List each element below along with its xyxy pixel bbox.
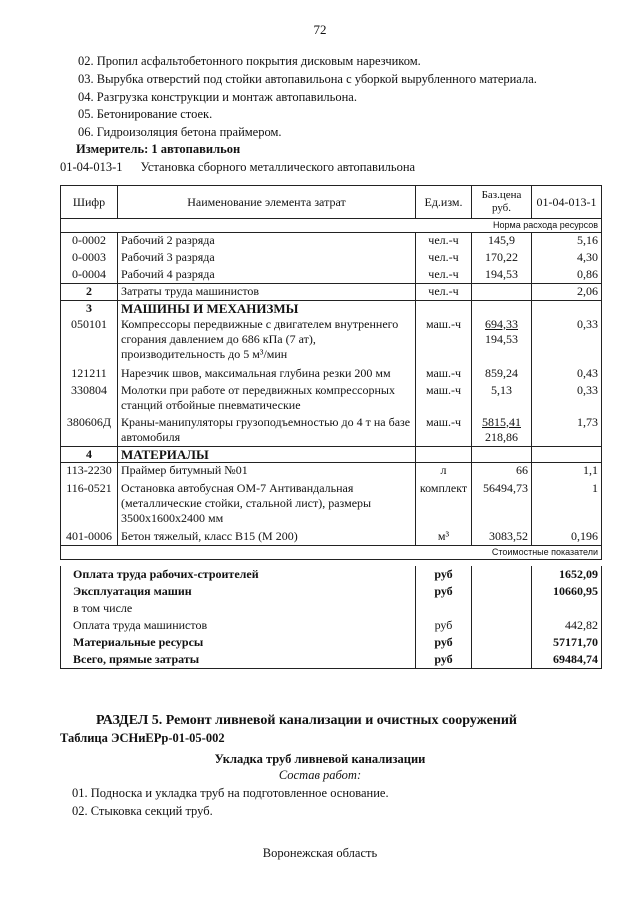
table-row: 0-0004 Рабочий 4 разряда чел.-ч 194,53 0,86 bbox=[61, 267, 602, 284]
operation-line: 01. Подноска и укладка труб на подготовленное основание. bbox=[72, 786, 389, 800]
total-row: Всего, прямые затраты руб 69484,74 bbox=[61, 651, 602, 669]
header-price: Баз.цена руб. bbox=[472, 186, 532, 219]
total-row: Оплата труда рабочих-строителей руб 1652,09 bbox=[61, 566, 602, 583]
item-code: 01-04-013-1 bbox=[60, 160, 123, 174]
cost-caption: Стоимостные показатели bbox=[61, 546, 602, 560]
table-section-row: 4 МАТЕРИАЛЫ bbox=[61, 447, 602, 463]
total-row: Материальные ресурсы руб 57171,70 bbox=[61, 634, 602, 651]
header-norm: 01-04-013-1 bbox=[532, 186, 602, 219]
norm-caption: Норма расхода ресурсов bbox=[61, 219, 602, 233]
table-row: 050101 Компрессоры передвижные с двигателем внутреннего сгорания давлением до 686 кПа (7 ат), производительность до 5 м³/мин маш.-ч 694,33 194,53 0,33 bbox=[61, 317, 602, 366]
page-number: 72 bbox=[313, 22, 327, 37]
table-row: 2 Затраты труда машинистов чел.-ч 2,06 bbox=[61, 284, 602, 301]
table-section-row: 3 МАШИНЫ И МЕХАНИЗМЫ bbox=[61, 301, 602, 317]
operation-line: 03. Вырубка отверстий под стойки автопавильона с уборкой вырубленного материала. bbox=[78, 72, 537, 86]
subtitle: Укладка труб ливневой канализации bbox=[214, 752, 426, 766]
table-header-row bbox=[61, 186, 602, 219]
measure-unit: Измеритель: 1 автопавильон bbox=[76, 142, 241, 156]
footer-region: Воронежская область bbox=[262, 846, 378, 860]
resource-table bbox=[60, 185, 602, 560]
operation-line: 02. Пропил асфальтобетонного покрытия дисковым нарезчиком. bbox=[78, 54, 421, 68]
table-row: 121211 Нарезчик швов, максимальная глубина резки 200 мм маш.-ч 859,24 0,43 bbox=[61, 366, 602, 383]
totals-table bbox=[60, 566, 602, 669]
header-unit: Ед.изм. bbox=[416, 186, 472, 219]
table-row: 380606Д Краны-манипуляторы грузоподъемностью до 4 т на базе автомобиля маш.-ч 5815,41 218,86 1,73 bbox=[61, 415, 602, 447]
operation-line: 05. Бетонирование стоек. bbox=[78, 107, 213, 121]
operation-line: 06. Гидроизоляция бетона праймером. bbox=[78, 125, 282, 139]
total-row: Оплата труда машинистов руб 442,82 bbox=[61, 617, 602, 634]
table-row: 330804 Молотки при работе от передвижных компрессорных станций отбойные пневматические маш.-ч 5,13 0,33 bbox=[61, 383, 602, 415]
table-row: 113-2230 Праймер битумный №01 л 66 1,1 bbox=[61, 463, 602, 481]
section-title: РАЗДЕЛ 5. Ремонт ливневой канализации и очистных сооружений bbox=[96, 713, 517, 728]
table-row: 0-0003 Рабочий 3 разряда чел.-ч 170,22 4,30 bbox=[61, 250, 602, 267]
header-name: Наименование элемента затрат bbox=[118, 186, 416, 219]
item-line bbox=[60, 160, 433, 175]
work-composition-label: Состав работ: bbox=[278, 768, 362, 782]
header-code: Шифр bbox=[61, 186, 118, 219]
total-row: Эксплуатация машин руб 10660,95 bbox=[61, 583, 602, 600]
item-name: Установка сборного металлического автопавильона bbox=[140, 160, 416, 174]
operation-line: 02. Стыковка секций труб. bbox=[72, 804, 213, 818]
total-row: в том числе bbox=[61, 600, 602, 617]
table-code: Таблица ЭСНиЕРр-01-05-002 bbox=[60, 731, 225, 745]
table-row: 116-0521 Остановка автобусная ОМ-7 Антивандальная (металлические стойки, стальной лист), размеры 3500x1600x2400 мм комплект 56494,73 1 bbox=[61, 481, 602, 529]
table-row: 0-0002 Рабочий 2 разряда чел.-ч 145,9 5,16 bbox=[61, 233, 602, 250]
operation-line: 04. Разгрузка конструкции и монтаж автопавильона. bbox=[78, 90, 357, 104]
table-row: 401-0006 Бетон тяжелый, класс B15 (М 200) м³ 3083,52 0,196 bbox=[61, 529, 602, 546]
